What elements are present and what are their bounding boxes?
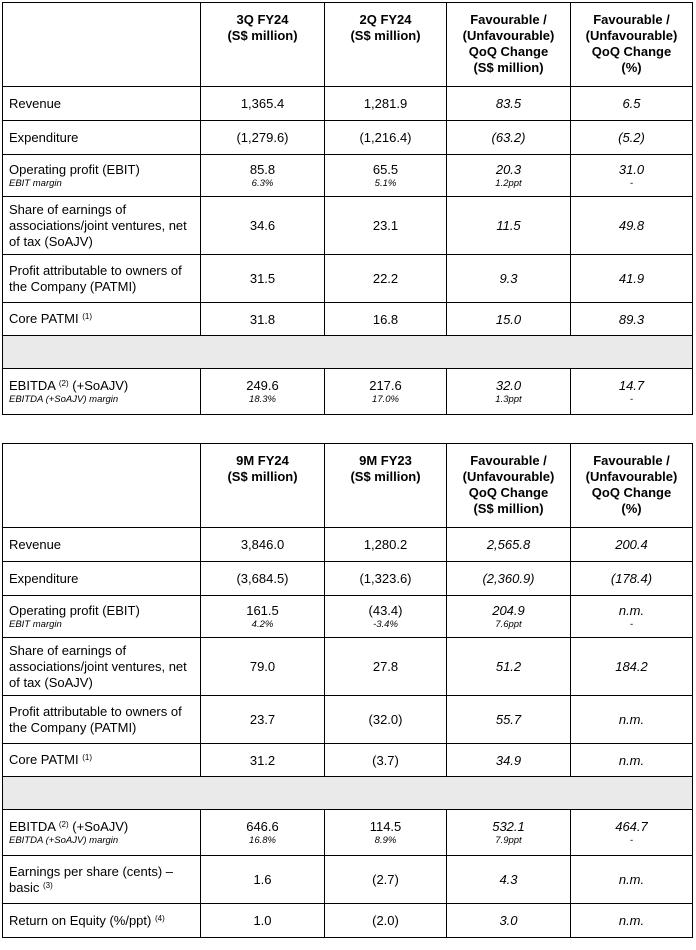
value-9m-fy23: (2.7) (325, 856, 447, 904)
value-9m-fy23: (1,323.6) (325, 562, 447, 596)
row-core-patmi (3, 303, 693, 336)
spacer-row (3, 777, 693, 810)
value-change-amount: 11.5 (447, 197, 571, 255)
value-change-percent: n.m. (571, 744, 693, 777)
value-9m-fy24: 23.7 (201, 696, 325, 744)
row-label: EBITDA $^{(2)}$ (+SoAJV) EBITDA (+SoAJV) margin (3, 810, 201, 856)
row-label: Return on Equity (%/ppt) $^{(4)}$ (3, 904, 201, 938)
value-change-percent: 464.7 - (571, 810, 693, 856)
footnote-ref: (1) (82, 312, 92, 321)
value-change-amount: 2,565.8 (447, 528, 571, 562)
row-label: Share of earnings of associations/joint ventures, net of tax (SoAJV) (3, 197, 201, 255)
value-change-percent: 200.4 (571, 528, 693, 562)
value-9m-fy24: 1.6 (201, 856, 325, 904)
value-change-amount: 83.5 (447, 87, 571, 121)
row-label: Core PATMI $^{(1)}$ (3, 303, 201, 336)
ebitda-margin-label: EBITDA (+SoAJV) margin (9, 834, 119, 846)
header-cell-empty (3, 444, 201, 528)
header-3q-fy24: 3Q FY24 (S$ million) (201, 3, 325, 87)
value-change-amount: 4.3 (447, 856, 571, 904)
value-9m-fy23: 1,280.2 (325, 528, 447, 562)
value-3q-fy24: 85.8 6.3% (201, 155, 325, 197)
row-operating-profit (3, 596, 693, 638)
value-change-amount: 3.0 (447, 904, 571, 938)
footnote-ref: (4) (154, 913, 165, 923)
value-change-amount: 51.2 (447, 638, 571, 696)
row-label: Profit attributable to owners of the Company (PATMI) (3, 255, 201, 303)
value-9m-fy23: (3.7) (325, 744, 447, 777)
value-change-amount: (2,360.9) (447, 562, 571, 596)
value-2q-fy24: (1,216.4) (325, 121, 447, 155)
row-label: Revenue (3, 87, 201, 121)
value-change-percent: 49.8 (571, 197, 693, 255)
row-ebitda (3, 810, 693, 856)
header-row (3, 3, 693, 87)
value-change-percent: n.m. - (571, 596, 693, 638)
header-row (3, 444, 693, 528)
value-change-amount: 15.0 (447, 303, 571, 336)
spacer-row (3, 336, 693, 369)
value-change-amount: 9.3 (447, 255, 571, 303)
value-change-percent: 31.0 - (571, 155, 693, 197)
value-9m-fy23: 114.5 8.9% (325, 810, 447, 856)
value-9m-fy24: 161.5 4.2% (201, 596, 325, 638)
footnote-ref: (2) (58, 378, 69, 388)
value-2q-fy24: 217.6 17.0% (325, 369, 447, 415)
header-9m-fy23: 9M FY23 (S$ million) (325, 444, 447, 528)
row-label: Operating profit (EBIT) EBIT margin (3, 155, 201, 197)
spacer-cell (3, 336, 693, 369)
header-9m-fy24: 9M FY24 (S$ million) (201, 444, 325, 528)
header-2q-fy24: 2Q FY24 (S$ million) (325, 3, 447, 87)
value-9m-fy23: (32.0) (325, 696, 447, 744)
row-eps (3, 856, 693, 904)
value-9m-fy24: 646.6 16.8% (201, 810, 325, 856)
row-expenditure (3, 121, 693, 155)
value-change-percent: 41.9 (571, 255, 693, 303)
row-label: Revenue (3, 528, 201, 562)
row-revenue (3, 87, 693, 121)
footnote-ref: (1) (82, 753, 92, 762)
spacer-cell (3, 777, 693, 810)
row-label: Share of earnings of associations/joint ventures, net of tax (SoAJV) (3, 638, 201, 696)
value-3q-fy24: 31.8 (201, 303, 325, 336)
value-change-amount: 34.9 (447, 744, 571, 777)
quarterly-results-table (2, 2, 693, 415)
header-qoq-change-percent: Favourable / (Unfavourable) QoQ Change (%) (571, 444, 693, 528)
row-roe (3, 904, 693, 938)
value-change-percent: n.m. (571, 696, 693, 744)
row-label: Earnings per share (cents) – basic $^{(3)}$ (3, 856, 201, 904)
row-ebitda (3, 369, 693, 415)
header-cell-empty (3, 3, 201, 87)
ebit-margin-label: EBIT margin (9, 618, 62, 630)
value-change-percent: (178.4) (571, 562, 693, 596)
value-change-amount: 204.9 7.6ppt (447, 596, 571, 638)
value-9m-fy23: 27.8 (325, 638, 447, 696)
row-label: Core PATMI $^{(1)}$ (3, 744, 201, 777)
value-2q-fy24: 1,281.9 (325, 87, 447, 121)
value-change-percent: 6.5 (571, 87, 693, 121)
row-operating-profit (3, 155, 693, 197)
value-change-percent: 184.2 (571, 638, 693, 696)
row-revenue (3, 528, 693, 562)
value-2q-fy24: 23.1 (325, 197, 447, 255)
value-change-percent: (5.2) (571, 121, 693, 155)
value-change-amount: 55.7 (447, 696, 571, 744)
row-label: Expenditure (3, 562, 201, 596)
row-label: EBITDA $^{(2)}$ (+SoAJV) EBITDA (+SoAJV) margin (3, 369, 201, 415)
row-soajv (3, 197, 693, 255)
row-patmi (3, 696, 693, 744)
value-change-amount: 20.3 1.2ppt (447, 155, 571, 197)
value-9m-fy23: (43.4) -3.4% (325, 596, 447, 638)
value-3q-fy24: 1,365.4 (201, 87, 325, 121)
row-label: Profit attributable to owners of the Company (PATMI) (3, 696, 201, 744)
value-change-amount: 32.0 1.3ppt (447, 369, 571, 415)
row-soajv (3, 638, 693, 696)
nine-month-results-table (2, 443, 693, 938)
row-label: Operating profit (EBIT) EBIT margin (3, 596, 201, 638)
value-9m-fy23: (2.0) (325, 904, 447, 938)
value-9m-fy24: 3,846.0 (201, 528, 325, 562)
value-3q-fy24: (1,279.6) (201, 121, 325, 155)
value-9m-fy24: 1.0 (201, 904, 325, 938)
value-change-amount: (63.2) (447, 121, 571, 155)
value-change-percent: n.m. (571, 904, 693, 938)
value-change-percent: 14.7 - (571, 369, 693, 415)
header-qoq-change-percent: Favourable / (Unfavourable) QoQ Change (%) (571, 3, 693, 87)
value-9m-fy24: 31.2 (201, 744, 325, 777)
value-change-percent: 89.3 (571, 303, 693, 336)
value-2q-fy24: 65.5 5.1% (325, 155, 447, 197)
value-change-percent: n.m. (571, 856, 693, 904)
row-label: Expenditure (3, 121, 201, 155)
value-3q-fy24: 34.6 (201, 197, 325, 255)
value-9m-fy24: (3,684.5) (201, 562, 325, 596)
value-2q-fy24: 16.8 (325, 303, 447, 336)
header-qoq-change-amount: Favourable / (Unfavourable) QoQ Change (S$ million) (447, 3, 571, 87)
value-change-amount: 532.1 7.9ppt (447, 810, 571, 856)
row-core-patmi (3, 744, 693, 777)
value-3q-fy24: 249.6 18.3% (201, 369, 325, 415)
row-expenditure (3, 562, 693, 596)
header-qoq-change-amount: Favourable / (Unfavourable) QoQ Change (S$ million) (447, 444, 571, 528)
value-9m-fy24: 79.0 (201, 638, 325, 696)
ebitda-margin-label: EBITDA (+SoAJV) margin (9, 393, 119, 405)
footnote-ref: (2) (58, 819, 69, 829)
footnote-ref: (3) (42, 880, 53, 890)
row-patmi (3, 255, 693, 303)
value-3q-fy24: 31.5 (201, 255, 325, 303)
value-2q-fy24: 22.2 (325, 255, 447, 303)
ebit-margin-label: EBIT margin (9, 177, 62, 189)
